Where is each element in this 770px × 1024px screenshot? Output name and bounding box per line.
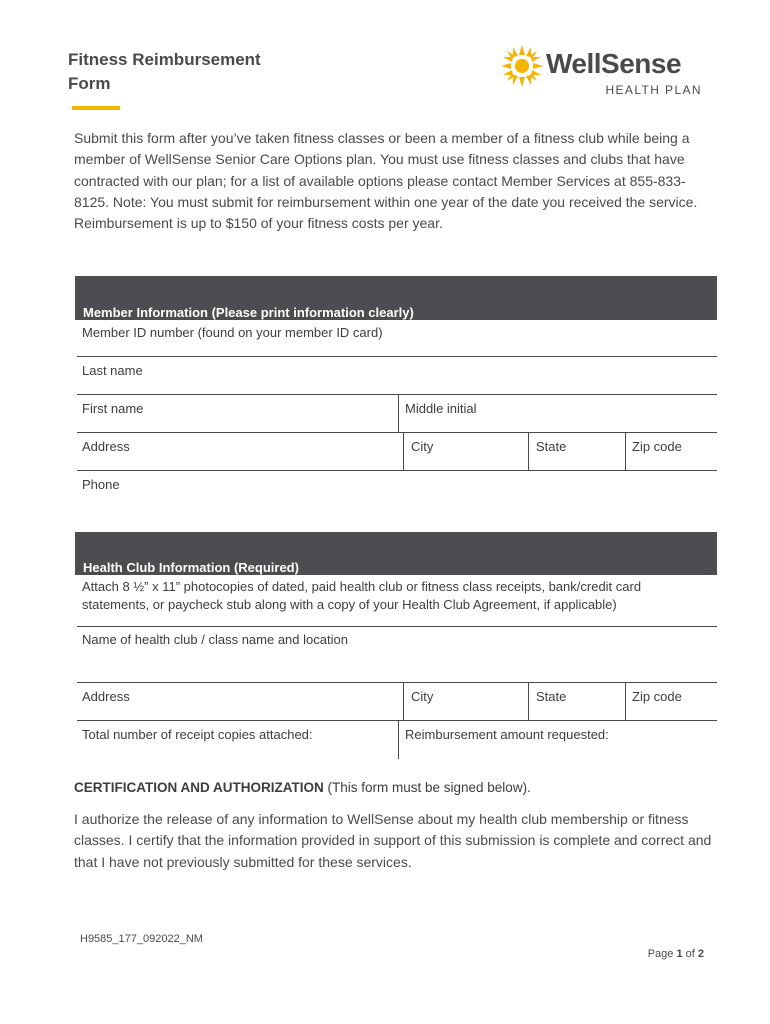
last-name-field[interactable]: Last name — [82, 363, 143, 378]
divider — [77, 720, 717, 721]
divider — [77, 470, 717, 471]
middle-initial-field[interactable]: Middle initial — [405, 401, 477, 416]
club-address-field[interactable]: Address — [82, 689, 130, 704]
wellsense-logo — [500, 44, 710, 100]
divider — [77, 626, 717, 627]
logo-name: WellSense — [546, 48, 682, 79]
form-code: H9585_177_092022_NM — [80, 933, 203, 945]
divider — [77, 356, 717, 357]
authorization-paragraph: I authorize the release of any information to WellSense about my health club membership or fitness classes. I certify that the information provided in support of this submission is complete and correct and that I have not previously submitted for these services. — [74, 811, 712, 870]
divider — [77, 682, 717, 683]
club-section-title: Health Club Information (Required) — [83, 560, 299, 575]
amount-requested-field[interactable]: Reimbursement amount requested: — [405, 727, 609, 742]
club-zip-field[interactable]: Zip code — [632, 689, 682, 704]
member-section-header — [75, 276, 717, 320]
certification-note: (This form must be signed below). — [323, 780, 531, 795]
club-city-field[interactable]: City — [411, 689, 434, 704]
phone-field[interactable]: Phone — [82, 477, 120, 492]
form-title-line1: Fitness Reimbursement — [68, 50, 261, 69]
member-zip-field[interactable]: Zip code — [632, 439, 682, 454]
receipt-count-field[interactable]: Total number of receipt copies attached: — [82, 727, 313, 742]
divider — [398, 395, 399, 432]
page-current: 1 — [676, 948, 683, 960]
certification-title: CERTIFICATION AND AUTHORIZATION — [74, 780, 324, 795]
member-id-field[interactable]: Member ID number (found on your member ID card) — [82, 325, 383, 340]
page-mid: of — [682, 948, 698, 960]
divider — [528, 683, 529, 720]
first-name-field[interactable]: First name — [82, 401, 144, 416]
certification-heading — [74, 780, 531, 795]
divider — [398, 721, 399, 759]
logo-subtitle: HEALTH PLAN — [605, 83, 702, 97]
club-section-header — [75, 532, 717, 575]
divider — [77, 394, 717, 395]
form-title-line2: Form — [68, 74, 111, 93]
club-name-field[interactable]: Name of health club / class name and location — [82, 632, 348, 647]
club-state-field[interactable]: State — [536, 689, 567, 704]
divider — [77, 432, 717, 433]
page-total: 2 — [697, 948, 704, 960]
member-section-title: Member Information (Please print information clearly) — [83, 305, 414, 320]
form-title — [68, 48, 308, 96]
page-prefix: Page — [647, 948, 677, 960]
intro-paragraph: Submit this form after you’ve taken fitness classes or been a member of a fitness club while being a member of WellSense Senior Care Options plan. You must use fitness classes and clubs that have contracted with our plan; for a list of available options please contact Member Services at 855-833-8125. Note: You must submit for reimbursement within one year of the date you received the service. Reimbursement is up to $150 of your fitness costs per year. — [74, 130, 698, 232]
sun-icon — [500, 44, 544, 88]
member-address-field[interactable]: Address — [82, 439, 130, 454]
page-number — [648, 948, 704, 960]
divider — [403, 433, 404, 470]
title-accent-bar — [72, 106, 120, 110]
divider — [625, 683, 626, 720]
divider — [528, 433, 529, 470]
attach-instructions: Attach 8 ½” x 11” photocopies of dated, paid health club or fitness class receipts, bank/credit card statements, or paycheck stub along with a copy of your Health Club Agreement, if applicable) — [82, 579, 642, 612]
divider — [403, 683, 404, 720]
member-city-field[interactable]: City — [411, 439, 434, 454]
member-state-field[interactable]: State — [536, 439, 567, 454]
divider — [625, 433, 626, 470]
